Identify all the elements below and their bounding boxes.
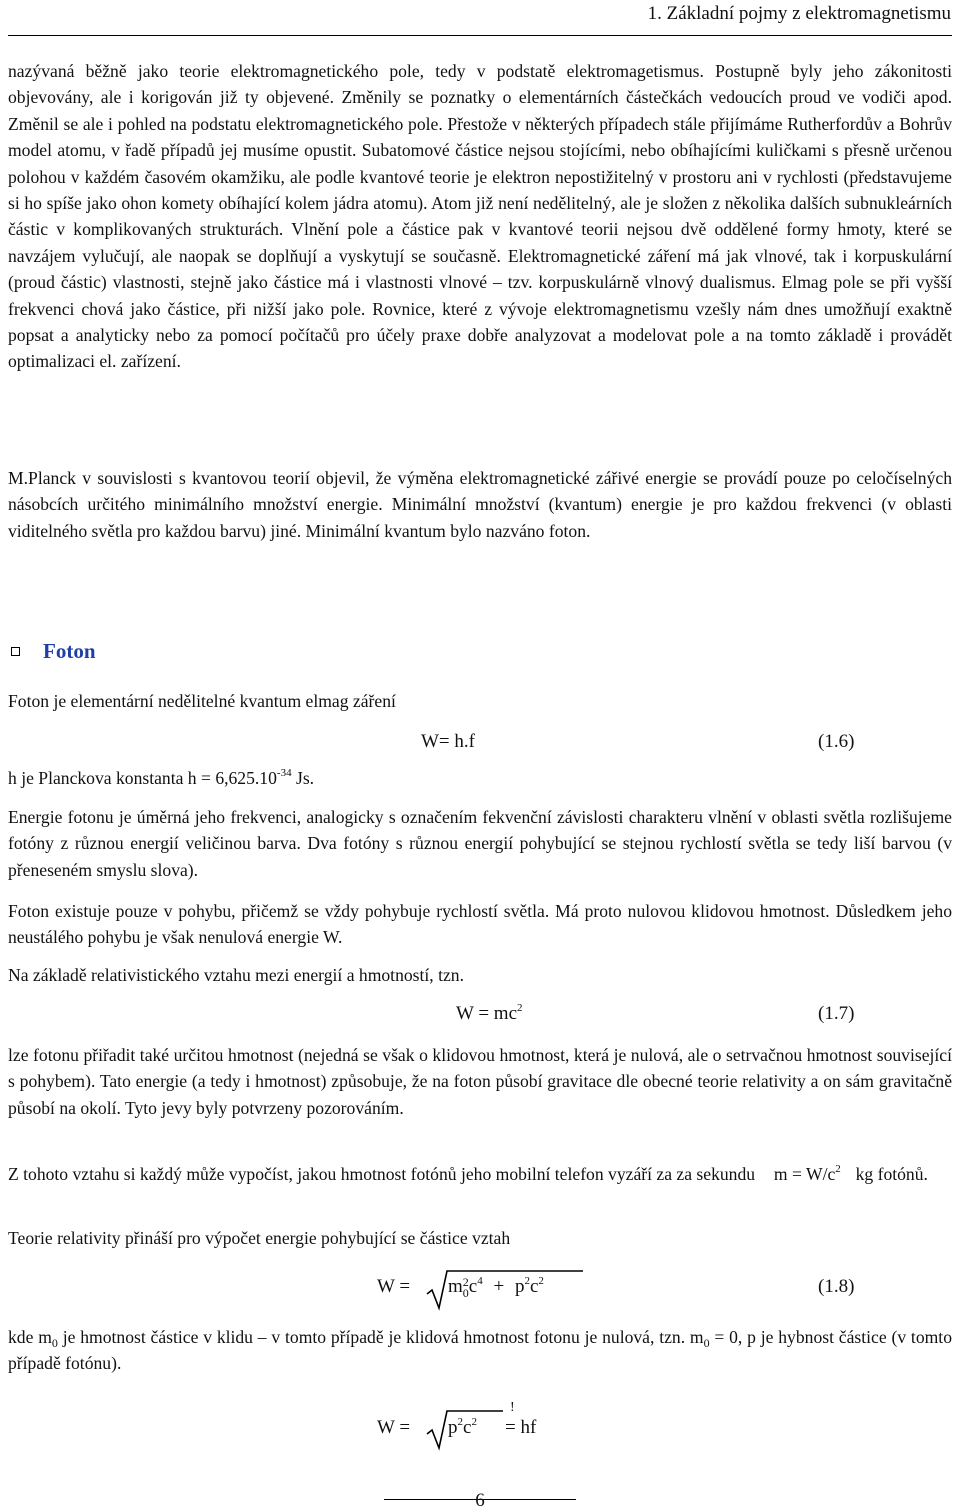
equation-1-8-lhs: W =	[377, 1276, 411, 1297]
equation-1-6-body: W= h.f	[421, 731, 475, 752]
planck-constant-text: h je Planckova konstanta h = 6,625.10	[8, 768, 277, 788]
eq18-c: c	[468, 1276, 478, 1297]
eq18-m: m	[448, 1276, 463, 1297]
section-heading-foton	[8, 636, 96, 666]
paragraph-intro: nazývaná běžně jako teorie elektromagnetického pole, tedy v podstatě elektromagetismus. Postupně byly jeho zákonitosti objevovány, ale i korigován již ty objevené. Změnily se poznatky o elementárních částečkách vedoucích proud ve vodiči apod. Změnil se ale i pohled na podstatu elektromagnetického pole. Přestože v některých případech stále přijímáme Rutherfordův a Bohrův model atomu, v řadě případů jej musíme opustit. Subatomové částice nejsou stojícími, nebo obíhajícími kuličkami s přesně určenou polohou v každém časovém okamžiku, ale podle kvantové teorie je elektron nepostižitelný v prostoru ani v rychlosti (představujeme si ho spíše jako ohon komety obíhající kolem jádra atomu). Atom již není nedělitelný, ale je složen z několika dalších subnukleárních částic v komplikovaných strukturách. Vlnění pole a částice pak v kvantové teorii nejsou dvě oddělené formy hmoty, které se navzájem vylučují, ale naopak se doplňují a vyskytují se současně. Elektromagnetické záření má jak vlnové, tak i korpuskulární (proud částic) vlastnosti, stejně jako částice má i vlastnosti vlnové – tzv. korpuskulárně vlnový dualismus. Elmag pole se při vyšší frekvenci chová jako částice, při nižší jako pole. Rovnice, které z vývoje elektromagnetismu vzešly nám dnes umožňují exaktně popsat a analyticky nebo za pomocí počítačů pro účely praxe dobře analyzovat a modelovat pole a na tomto základě i provádět optimalizaci el. zařízení.	[8, 61, 952, 372]
equation-1-7-exponent: 2	[517, 1002, 523, 1014]
paragraph-photon-mass: lze fotonu přiřadit také určitou hmotnost (nejedná se však o klidovou hmotnost, která je nulová, ale o setrvačnou hmotnost související s pohybem). Tato energie (a tedy i hmotnost) způsobuje, že na foton působí gravitace dle obecné teorie relativity a on sám gravitačně působí na okolí. Tyto jevy byly potvrzeny pozorováním.	[8, 1045, 952, 1118]
eq19-c: c	[463, 1417, 472, 1438]
rest-mass-sub: 0	[51, 1336, 58, 1350]
equation-final-lhs: W =	[377, 1417, 411, 1438]
eq19-c-exp: 2	[471, 1416, 477, 1428]
eq19-p: p	[448, 1417, 458, 1438]
eq19-p-exp: 2	[457, 1416, 463, 1428]
mass-formula-unit: kg fotónů.	[855, 1164, 928, 1184]
paragraph-relativistic: Na základě relativistického vztahu mezi energií a hmotností, tzn.	[8, 965, 464, 985]
paragraph-rest-mass	[8, 1324, 952, 1377]
page-number: 6	[475, 1490, 485, 1511]
paragraph-photon-motion: Foton existuje pouze v pohybu, přičemž se vždy pohybuje rychlostí světla. Má proto nulovou klidovou hmotnost. Důsledkem jeho neustálého pohybu je však nenulová energie W.	[8, 901, 952, 948]
eq18-plus: +	[493, 1276, 505, 1297]
chapter-title: 1. Základní pojmy z elektromagnetismu	[647, 3, 951, 24]
paragraph-phone-mass-text: Z tohoto vztahu si každý může vypočíst, jakou hmotnost fotónů jeho mobilní telefon vyzáří za za sekundu	[8, 1164, 756, 1184]
eq18-c2-exp: 2	[538, 1275, 544, 1287]
equation-1-8-radicand	[448, 1276, 544, 1299]
paragraph-phone-mass	[8, 1161, 952, 1187]
planck-exponent: -34	[276, 767, 292, 779]
equation-number-1-7: (1.7)	[818, 1003, 855, 1024]
rest-mass-sub-2: 0	[703, 1336, 710, 1350]
checkbox-bullet-icon	[11, 647, 20, 656]
equation-1-7-body: W = mc	[456, 1003, 518, 1024]
planck-constant-line	[8, 765, 314, 791]
paragraph-photon-energy: Energie fotonu je úměrná jeho frekvenci, analogicky s označením fekvenční závislosti charakteru vlnění v oblasti světla rozlišujeme fotóny z různou energií veličinou barva. Dva fotóny s různou energií pohybující se stejnou rychlostí světla se tedy liší barvou (v přeneseném smyslu slova).	[8, 807, 952, 880]
equation-1-6	[421, 731, 475, 753]
rest-mass-text-c: = 0, p je hybnost částice (v tomto případě fotónu).	[8, 1327, 952, 1374]
equation-number-1-6: (1.6)	[818, 731, 855, 752]
eq18-p: p	[514, 1276, 525, 1297]
running-header	[0, 0, 951, 34]
eq18-m-exp: 2	[462, 1274, 469, 1289]
header-divider	[8, 35, 952, 36]
mass-formula-exponent: 2	[835, 1163, 841, 1175]
equation-final-radicand	[448, 1417, 477, 1439]
paragraph-planck: M.Planck v souvislosti s kvantovou teorií objevil, že výměna elektromagnetické zářivé energie se provádí pouze po celočíselných násobcích určitého minimálního množství energie. Minimální množství (kvantum) energie je pro každou frekvenci (v oblasti viditelného světla pro každou barvu) jiné. Minimální kvantum bylo nazváno foton.	[8, 468, 952, 541]
eq18-p-exp: 2	[524, 1275, 530, 1287]
planck-unit: Js.	[291, 768, 315, 788]
eq18-c2: c	[529, 1276, 539, 1297]
eq18-m-sub: 0	[462, 1285, 469, 1300]
section-title: Foton	[43, 638, 96, 663]
equation-final-rhs: = hf	[505, 1417, 537, 1438]
paragraph-foton-definition: Foton je elementární nedělitelné kvantum elmag záření	[8, 691, 396, 711]
rest-mass-text-a: kde m	[8, 1327, 52, 1347]
rest-mass-text-b: je hmotnost částice v klidu – v tomto případě je klidová hmotnost fotonu je nulová, tzn. m	[57, 1327, 704, 1347]
equation-number-1-8: (1.8)	[818, 1276, 855, 1297]
equation-final-bang: !	[510, 1400, 515, 1415]
mass-formula: m = W/c	[773, 1164, 836, 1184]
paragraph-relativity-energy: Teorie relativity přináší pro výpočet energie pohybující se částice vztah	[8, 1228, 511, 1248]
equation-1-7	[456, 1003, 523, 1025]
eq18-c-exp: 4	[477, 1275, 483, 1287]
